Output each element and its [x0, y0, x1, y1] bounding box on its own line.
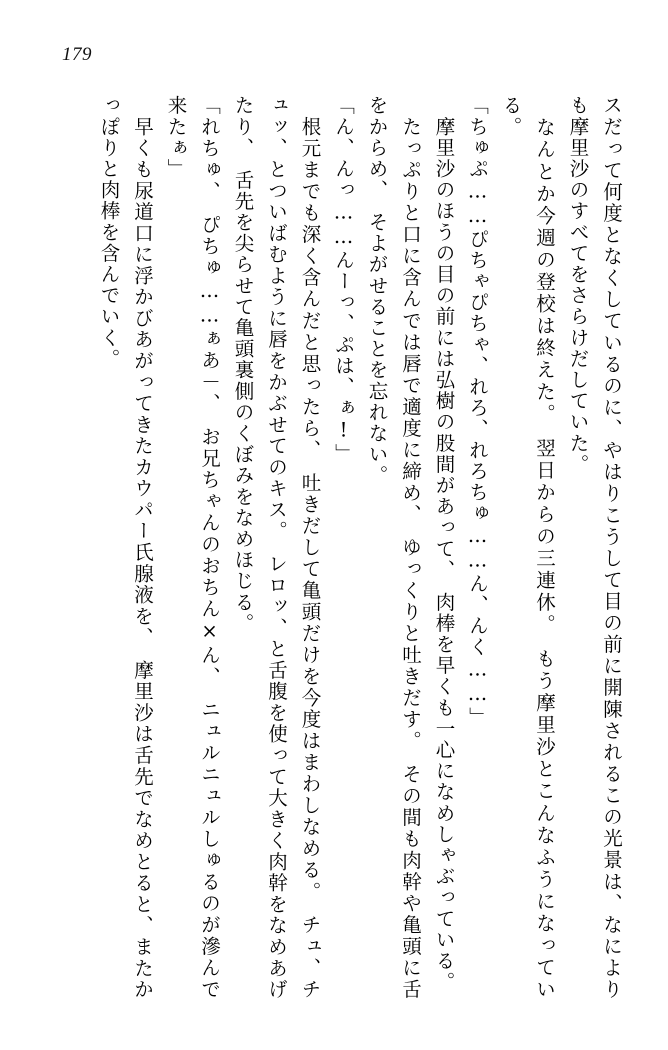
paragraph: 根元までも深く含んだと思ったら、 吐きだして亀頭だけを今度はまわしなめる。 チュ、チュッ、とついばむように唇をかぶせてのキス。 レロッ、と舌腹を使って大きく肉幹をなめあげたり、 舌先を尖らせて亀頭裏側のくぼみをなめほじる。: [231, 95, 322, 1000]
paragraph: 「ちゅぷ……ぴちゃぴちゃ、れろ、れろちゅ……ん、んく……」: [466, 95, 489, 728]
paragraph: なんとか今週の登校は終えた。 翌日からの三連休。 もう摩里沙とこんなふうになっている。: [499, 95, 556, 1000]
paragraph: 「れちゅ、 ぴちゅ……ぁあ－、 お兄ちゃんのおちん×ん、 ニュルニュルしゅるのが滲んで来たぁ」: [164, 95, 221, 1000]
paragraph: 摩里沙のほうの目の前には弘樹の股間があって、 肉棒を早くも一心になめしゃぶっている。: [432, 95, 456, 993]
paragraph: たっぷりと口に含んでは唇で適度に締め、 ゆっくりと吐きだす。 その間も肉幹や亀頭に舌をからめ、 そよがせることを忘れない。: [365, 95, 422, 1000]
paragraph: 早くも尿道口に浮かびあがってきたカウパー氏腺液を、 摩里沙は舌先でなめとると、またかっぽりと肉棒を含んでいく。: [97, 95, 154, 1000]
page-number: 179: [62, 44, 92, 65]
page-body-text: [40, 95, 628, 1000]
paragraph: 「ん、んっ……んーっ、ぷは、ぁ!」: [332, 95, 355, 465]
paragraph: スだって何度となくしているのに、やはりこうして目の前に開陳されるこの光景は、なによりも摩里沙のすべてをさらけだしていた。: [566, 95, 623, 1000]
